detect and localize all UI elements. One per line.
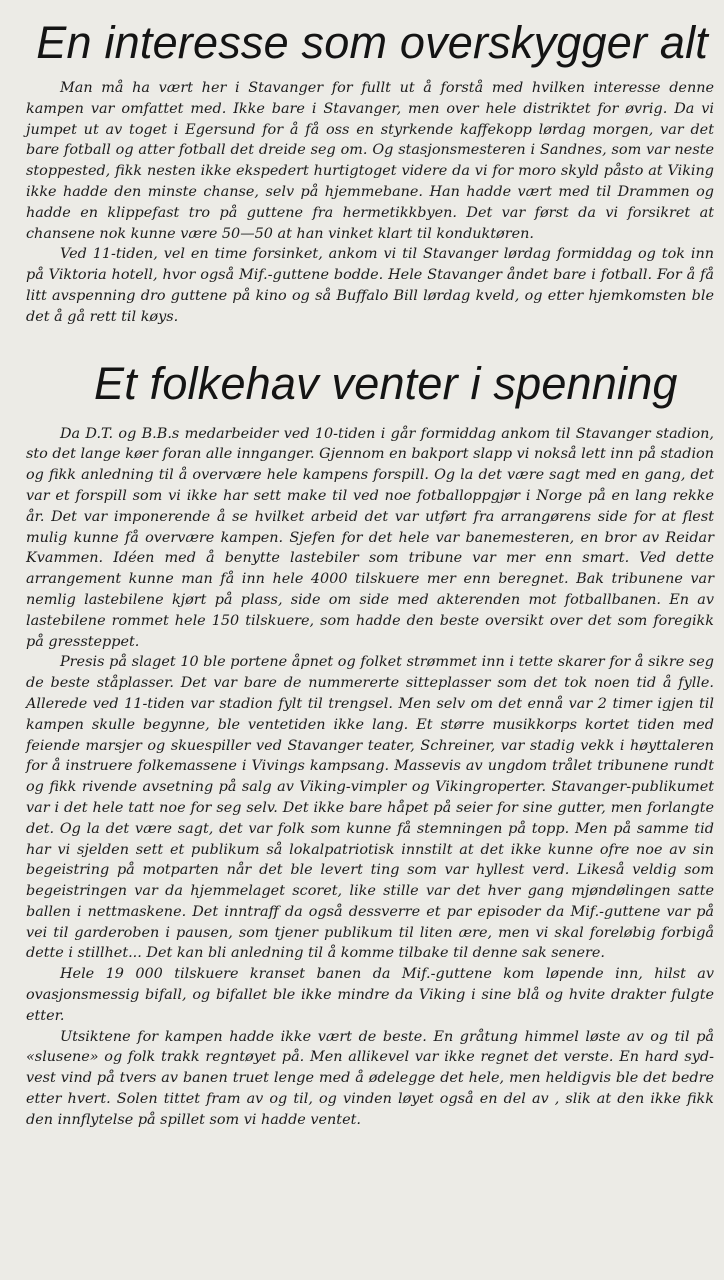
article-2-body [26, 424, 714, 1131]
article-2-paragraph-3: Hele 19 000 tilskuere kranset banen da Mif.-guttene kom løpende inn, hilst av ovasjonsmessig bifall, og bifallet ble ikke mindre da Viking i sine blå og hvite drakter fulgte etter. [26, 966, 714, 1024]
article-1-paragraph-2: Ved 11-tiden, vel en time forsinket, ankom vi til Stavanger lørdag formiddag og tok inn på Viktoria hotell, hvor også Mif.-guttene bodde. Hele Stavanger åndet bare i fotball. For å få litt avspenning dro guttene på kino og så Buffalo Bill lørdag kveld, og etter hjemkomsten ble det å gå rett til køys. [26, 246, 714, 325]
article-2-paragraph-2: Presis på slaget 10 ble portene åpnet og folket strømmet inn i tette skarer for å sikre seg de beste ståplasser. Det var bare de nummererte sitteplasser som det tok noen tid å fylle. Allerede ved 11-tiden var stadion fylt til trengsel. Men selv om det ennå var 2 timer igjen til kampen skulle begynne, ble ventetiden ikke lang. Et større musikkorps kortet tiden med feiende marsjer og skuespiller ved Stavanger teater, Schreiner, var stadig vekk i høyttaleren for å instruere folkemassene i Vivings kampsang. Massevis av ungdom trålet tribunene rundt og fikk rivende avsetning på salg av Viking-vimpler og Vikingroperter. Stavanger-publikumet var i det hele tatt noe for seg selv. Det ikke bare håpet på seier for sine gutter, men forlangte det. Og la det være sagt, det var folk som kunne få stemningen på topp. Men på samme tid har vi sjelden sett et publikum så lokalpatriotisk innstilt at det ikke kunne ofre noe av sin begeistring på motparten når det ble levert ting som var hyllest verd. Likeså veldig som begeistringen var da hjemmelaget scoret, like stille var det hver gang mjøndølingen satte ballen i nettmaskene. Det inntraff da også dessverre et par episoder da Mif.-guttene var på vei til garderoben i pausen, som tjener publikum til liten ære, men vi skal foreløbig forbigå dette i stillhet... Det kan bli anledning til å komme tilbake til denne sak senere. [26, 654, 714, 962]
article-2-paragraph-1: Da D.T. og B.B.s medarbeider ved 10-tiden i går formiddag ankom til Stavanger stadion, sto det lange køer foran alle innganger. Gjennom en bakport slapp vi nokså lett inn på stadion og fikk anledning til å overvære hele kampens forspill. Og la det være sagt med en gang, det var et forspill som vi ikke har sett make til ved noe fotballoppgjør i Norge på en lang rekke år. Det var imponerende å se hvilket arbeid det var utført fra arrangørens side for at flest mulig kunne få overvære kampen. Sjefen for det hele var banemesteren, en bror av Reidar Kvammen. Idéen med å benytte lastebiler som tribune var mer enn smart. Ved dette arrangement kunne man få inn hele 4000 tilskuere mer enn beregnet. Bak tribunene var nemlig lastebilene kjørt på plass, side om side med akterenden mot fotballbanen. En av lastebilene rommet hele 150 tilskuere, som hadde den beste oversikt over det som foregikk på gressteppet. [26, 425, 714, 650]
article-1-paragraph-1: Man må ha vært her i Stavanger for fullt ut å forstå med hvilken interesse denne kampen var omfattet med. Ikke bare i Stavanger, men over hele distriktet for øvrig. Da vi jumpet ut av toget i Egersund for å få oss en styrkende kaffekopp lørdag morgen, var det bare fotball og atter fotball det dreide seg om. Og stasjonsmesteren i Sandnes, som var neste stoppested, fikk nesten ikke ekspedert hurtigtoget videre da vi for moro skyld påsto at Viking ikke hadde den minste chanse, selv på hjemmebane. Han hadde vært med til Drammen og hadde en klippefast tro på guttene fra hermetikkbyen. Det var først da vi forsikret at chansene nok kunne være 50—50 at han vinket klart til konduktøren. [26, 80, 714, 242]
headline-2: Et folkehav venter i spenning [94, 357, 678, 409]
article-2-paragraph-4: Utsiktene for kampen hadde ikke vært de beste. En gråtung himmel løste av og til på «slusene» og folk trakk regntøyet på. Men allikevel var ikke regnet det verste. En hard syd-vest vind på tvers av banen truet lenge med å ødelegge det hele, men heldigvis ble det bedre etter hvert. Solen tittet fram av og til, og vinden løyet også en del av , slik at den ikke fikk den innflytelse på spillet som vi hadde ventet. [26, 1028, 714, 1128]
headline-1: En interesse som overskygger alt [36, 17, 708, 68]
article-1-body [26, 78, 714, 328]
